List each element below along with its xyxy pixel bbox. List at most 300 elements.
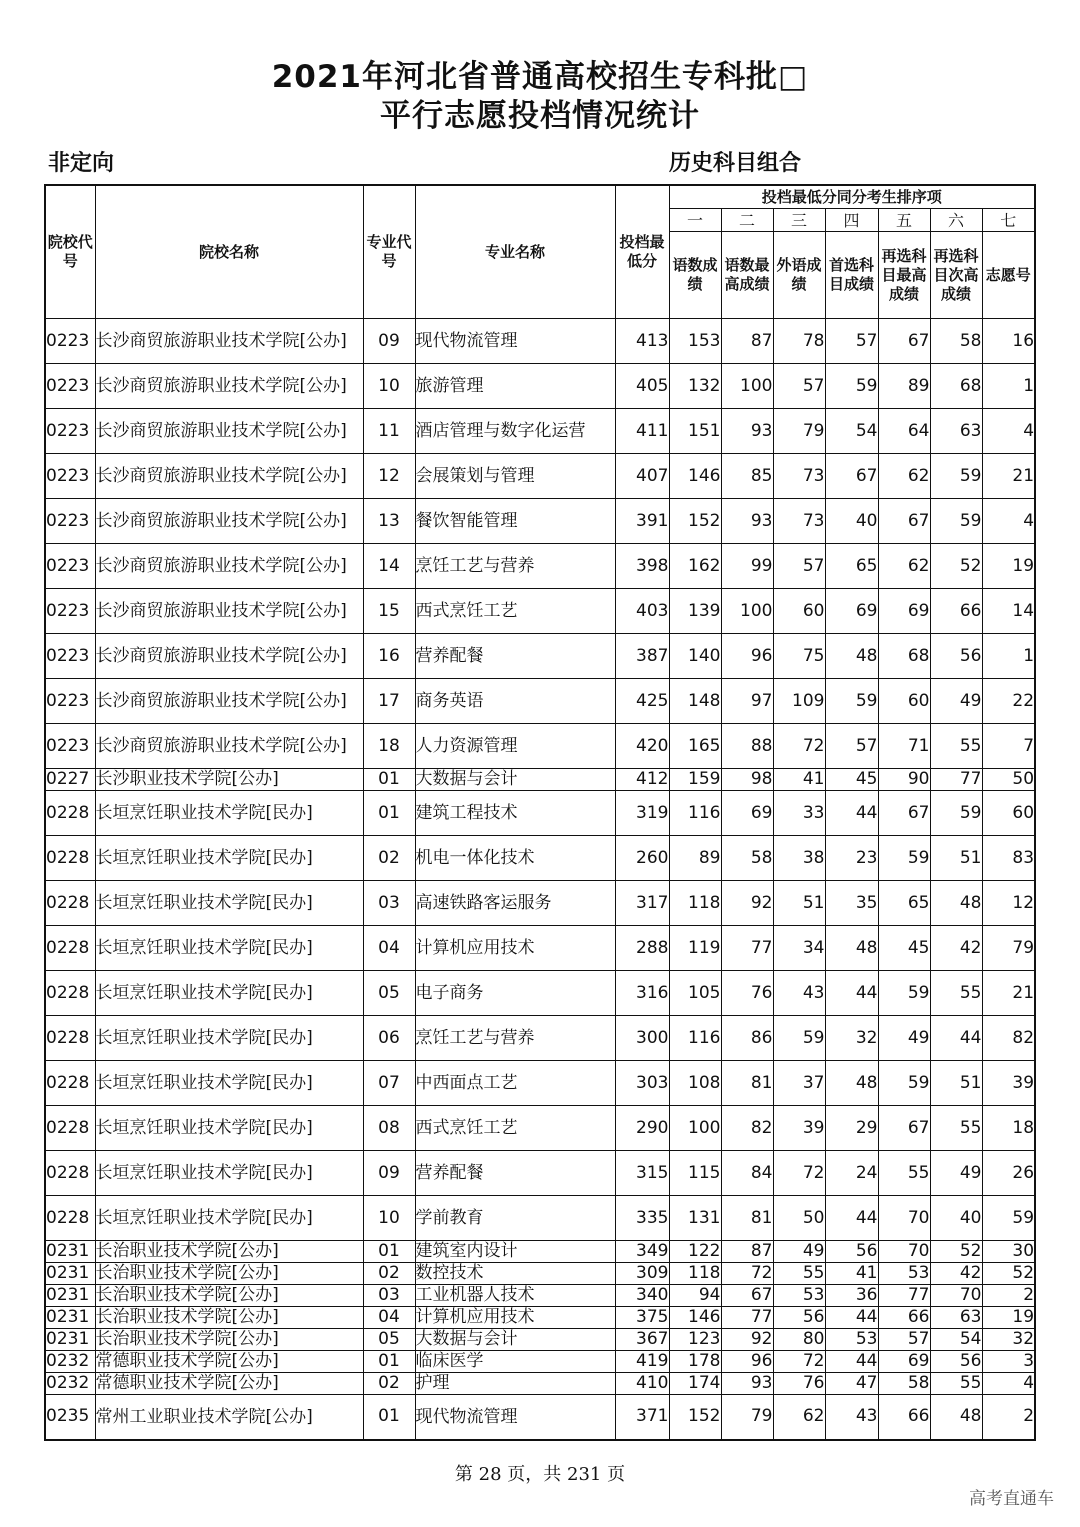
cell-second-subject-max: 66 xyxy=(878,1395,930,1440)
cell-second-subject-max: 60 xyxy=(878,679,930,724)
header-rank: 六 xyxy=(930,209,982,232)
cell-major-name: 学前教育 xyxy=(415,1196,615,1241)
cell-second-subject-max: 89 xyxy=(878,364,930,409)
cell-chinese-math: 105 xyxy=(669,971,721,1016)
cell-second-subject-max: 49 xyxy=(878,1016,930,1061)
cell-second-subject-max: 64 xyxy=(878,409,930,454)
cell-second-subject-next: 52 xyxy=(930,1241,982,1263)
cell-first-subject: 44 xyxy=(825,971,878,1016)
cell-chinese-math-max: 84 xyxy=(721,1151,773,1196)
cell-min-score: 349 xyxy=(615,1241,669,1263)
cell-school-name: 长沙商贸旅游职业技术学院[公办] xyxy=(95,409,363,454)
cell-min-score: 412 xyxy=(615,769,669,791)
cell-chinese-math: 115 xyxy=(669,1151,721,1196)
cell-chinese-math-max: 85 xyxy=(721,454,773,499)
cell-second-subject-next: 58 xyxy=(930,319,982,364)
document-title-line1: 2021年河北省普通高校招生专科批□ xyxy=(271,59,809,95)
cell-major-code: 09 xyxy=(363,319,415,364)
cell-second-subject-next: 52 xyxy=(930,544,982,589)
cell-school-name: 常德职业技术学院[公办] xyxy=(95,1351,363,1373)
header-sort-item: 再选科目最高成绩 xyxy=(878,232,930,319)
table-row xyxy=(45,1373,1035,1395)
cell-first-subject: 45 xyxy=(825,769,878,791)
table-row xyxy=(45,1016,1035,1061)
table-row xyxy=(45,1307,1035,1329)
cell-major-code: 17 xyxy=(363,679,415,724)
header-rank: 三 xyxy=(773,209,825,232)
cell-major-name: 会展策划与管理 xyxy=(415,454,615,499)
cell-preference-no: 26 xyxy=(982,1151,1035,1196)
cell-chinese-math-max: 99 xyxy=(721,544,773,589)
table-row xyxy=(45,1061,1035,1106)
header-rank: 一 xyxy=(669,209,721,232)
cell-foreign-lang: 73 xyxy=(773,499,825,544)
cell-second-subject-next: 59 xyxy=(930,454,982,499)
cell-school-code: 0223 xyxy=(45,409,95,454)
cell-foreign-lang: 109 xyxy=(773,679,825,724)
cell-school-code: 0228 xyxy=(45,926,95,971)
cell-school-name: 长沙商贸旅游职业技术学院[公办] xyxy=(95,589,363,634)
cell-chinese-math: 132 xyxy=(669,364,721,409)
cell-second-subject-next: 48 xyxy=(930,881,982,926)
cell-school-code: 0231 xyxy=(45,1263,95,1285)
table-row xyxy=(45,881,1035,926)
cell-chinese-math-max: 100 xyxy=(721,364,773,409)
cell-min-score: 410 xyxy=(615,1373,669,1395)
cell-preference-no: 4 xyxy=(982,499,1035,544)
cell-chinese-math: 123 xyxy=(669,1329,721,1351)
cell-chinese-math: 116 xyxy=(669,1016,721,1061)
cell-preference-no: 21 xyxy=(982,971,1035,1016)
cell-school-name: 长垣烹饪职业技术学院[民办] xyxy=(95,1061,363,1106)
cell-school-code: 0227 xyxy=(45,769,95,791)
cell-preference-no: 1 xyxy=(982,634,1035,679)
cell-min-score: 425 xyxy=(615,679,669,724)
cell-min-score: 315 xyxy=(615,1151,669,1196)
cell-school-code: 0223 xyxy=(45,319,95,364)
cell-preference-no: 52 xyxy=(982,1263,1035,1285)
cell-chinese-math: 153 xyxy=(669,319,721,364)
cell-major-name: 大数据与会计 xyxy=(415,769,615,791)
cell-major-code: 06 xyxy=(363,1016,415,1061)
table-row xyxy=(45,634,1035,679)
cell-first-subject: 56 xyxy=(825,1241,878,1263)
table-row xyxy=(45,1329,1035,1351)
cell-min-score: 371 xyxy=(615,1395,669,1440)
cell-preference-no: 2 xyxy=(982,1395,1035,1440)
cell-major-code: 13 xyxy=(363,499,415,544)
cell-foreign-lang: 33 xyxy=(773,791,825,836)
cell-foreign-lang: 38 xyxy=(773,836,825,881)
cell-second-subject-max: 53 xyxy=(878,1263,930,1285)
cell-major-code: 08 xyxy=(363,1106,415,1151)
cell-major-name: 护理 xyxy=(415,1373,615,1395)
cell-second-subject-next: 66 xyxy=(930,589,982,634)
cell-min-score: 398 xyxy=(615,544,669,589)
cell-school-name: 长治职业技术学院[公办] xyxy=(95,1307,363,1329)
table-row xyxy=(45,679,1035,724)
cell-major-code: 07 xyxy=(363,1061,415,1106)
cell-school-code: 0223 xyxy=(45,364,95,409)
cell-foreign-lang: 57 xyxy=(773,544,825,589)
cell-major-name: 烹饪工艺与营养 xyxy=(415,544,615,589)
cell-first-subject: 35 xyxy=(825,881,878,926)
cell-first-subject: 59 xyxy=(825,364,878,409)
cell-preference-no: 50 xyxy=(982,769,1035,791)
cell-chinese-math: 118 xyxy=(669,1263,721,1285)
cell-first-subject: 43 xyxy=(825,1395,878,1440)
cell-major-code: 01 xyxy=(363,1241,415,1263)
cell-chinese-math: 116 xyxy=(669,791,721,836)
cell-major-code: 01 xyxy=(363,769,415,791)
cell-school-code: 0228 xyxy=(45,791,95,836)
cell-school-code: 0223 xyxy=(45,634,95,679)
cell-major-name: 工业机器人技术 xyxy=(415,1285,615,1307)
table-row xyxy=(45,1106,1035,1151)
table-row xyxy=(45,791,1035,836)
cell-foreign-lang: 56 xyxy=(773,1307,825,1329)
cell-min-score: 335 xyxy=(615,1196,669,1241)
header-major-code: 专业代号 xyxy=(363,185,415,319)
cell-foreign-lang: 72 xyxy=(773,1351,825,1373)
cell-major-name: 酒店管理与数字化运营 xyxy=(415,409,615,454)
cell-second-subject-max: 67 xyxy=(878,1106,930,1151)
cell-second-subject-next: 49 xyxy=(930,679,982,724)
cell-chinese-math-max: 82 xyxy=(721,1106,773,1151)
cell-school-code: 0231 xyxy=(45,1329,95,1351)
cell-chinese-math: 165 xyxy=(669,724,721,769)
cell-second-subject-max: 58 xyxy=(878,1373,930,1395)
cell-chinese-math: 131 xyxy=(669,1196,721,1241)
cell-preference-no: 2 xyxy=(982,1285,1035,1307)
cell-chinese-math: 89 xyxy=(669,836,721,881)
cell-school-code: 0223 xyxy=(45,679,95,724)
header-sort-group: 投档最低分同分考生排序项 xyxy=(669,185,1035,209)
cell-school-name: 长沙商贸旅游职业技术学院[公办] xyxy=(95,544,363,589)
cell-major-code: 16 xyxy=(363,634,415,679)
cell-second-subject-next: 77 xyxy=(930,769,982,791)
cell-second-subject-next: 59 xyxy=(930,791,982,836)
cell-min-score: 405 xyxy=(615,364,669,409)
cell-chinese-math-max: 98 xyxy=(721,769,773,791)
cell-second-subject-max: 67 xyxy=(878,791,930,836)
cell-first-subject: 23 xyxy=(825,836,878,881)
cell-preference-no: 16 xyxy=(982,319,1035,364)
cell-chinese-math: 178 xyxy=(669,1351,721,1373)
cell-first-subject: 44 xyxy=(825,1351,878,1373)
cell-school-name: 长沙商贸旅游职业技术学院[公办] xyxy=(95,679,363,724)
header-sort-item: 外语成绩 xyxy=(773,232,825,319)
cell-chinese-math: 146 xyxy=(669,1307,721,1329)
cell-chinese-math-max: 100 xyxy=(721,589,773,634)
cell-second-subject-max: 62 xyxy=(878,454,930,499)
cell-second-subject-max: 55 xyxy=(878,1151,930,1196)
cell-major-code: 10 xyxy=(363,364,415,409)
cell-foreign-lang: 53 xyxy=(773,1285,825,1307)
cell-school-name: 长沙商贸旅游职业技术学院[公办] xyxy=(95,454,363,499)
cell-second-subject-next: 42 xyxy=(930,926,982,971)
table-row xyxy=(45,409,1035,454)
cell-min-score: 375 xyxy=(615,1307,669,1329)
cell-second-subject-max: 59 xyxy=(878,1061,930,1106)
cell-foreign-lang: 60 xyxy=(773,589,825,634)
cell-school-name: 长沙商贸旅游职业技术学院[公办] xyxy=(95,364,363,409)
cell-chinese-math: 139 xyxy=(669,589,721,634)
cell-school-name: 长垣烹饪职业技术学院[民办] xyxy=(95,1196,363,1241)
cell-preference-no: 4 xyxy=(982,1373,1035,1395)
cell-second-subject-max: 70 xyxy=(878,1196,930,1241)
cell-preference-no: 30 xyxy=(982,1241,1035,1263)
cell-first-subject: 44 xyxy=(825,1196,878,1241)
cell-second-subject-next: 51 xyxy=(930,836,982,881)
cell-min-score: 391 xyxy=(615,499,669,544)
cell-major-code: 09 xyxy=(363,1151,415,1196)
cell-school-code: 0228 xyxy=(45,1151,95,1196)
cell-school-name: 长垣烹饪职业技术学院[民办] xyxy=(95,1106,363,1151)
cell-chinese-math-max: 77 xyxy=(721,926,773,971)
cell-preference-no: 14 xyxy=(982,589,1035,634)
cell-foreign-lang: 62 xyxy=(773,1395,825,1440)
cell-major-code: 01 xyxy=(363,1395,415,1440)
cell-school-code: 0232 xyxy=(45,1373,95,1395)
cell-school-name: 长治职业技术学院[公办] xyxy=(95,1263,363,1285)
cell-major-code: 03 xyxy=(363,881,415,926)
cell-preference-no: 39 xyxy=(982,1061,1035,1106)
header-sort-item: 再选科目次高成绩 xyxy=(930,232,982,319)
cell-foreign-lang: 79 xyxy=(773,409,825,454)
cell-school-code: 0232 xyxy=(45,1351,95,1373)
cell-second-subject-next: 51 xyxy=(930,1061,982,1106)
table-row xyxy=(45,544,1035,589)
cell-second-subject-next: 42 xyxy=(930,1263,982,1285)
cell-second-subject-next: 56 xyxy=(930,634,982,679)
cell-preference-no: 60 xyxy=(982,791,1035,836)
cell-school-code: 0228 xyxy=(45,881,95,926)
cell-foreign-lang: 50 xyxy=(773,1196,825,1241)
cell-first-subject: 65 xyxy=(825,544,878,589)
cell-chinese-math: 174 xyxy=(669,1373,721,1395)
cell-major-code: 01 xyxy=(363,1351,415,1373)
cell-chinese-math: 148 xyxy=(669,679,721,724)
header-min-score: 投档最低分 xyxy=(615,185,669,319)
cell-major-code: 05 xyxy=(363,971,415,1016)
cell-school-name: 长沙职业技术学院[公办] xyxy=(95,769,363,791)
header-school-code: 院校代号 xyxy=(45,185,95,319)
cell-foreign-lang: 34 xyxy=(773,926,825,971)
cell-school-code: 0223 xyxy=(45,589,95,634)
cell-chinese-math-max: 97 xyxy=(721,679,773,724)
cell-chinese-math: 94 xyxy=(669,1285,721,1307)
cell-second-subject-next: 63 xyxy=(930,409,982,454)
cell-major-code: 02 xyxy=(363,836,415,881)
cell-school-name: 常州工业职业技术学院[公办] xyxy=(95,1395,363,1440)
cell-school-name: 长垣烹饪职业技术学院[民办] xyxy=(95,926,363,971)
admission-table xyxy=(44,184,1036,1441)
table-row xyxy=(45,499,1035,544)
cell-major-name: 电子商务 xyxy=(415,971,615,1016)
cell-major-code: 01 xyxy=(363,791,415,836)
cell-school-name: 长治职业技术学院[公办] xyxy=(95,1241,363,1263)
cell-major-code: 10 xyxy=(363,1196,415,1241)
header-school-name: 院校名称 xyxy=(95,185,363,319)
cell-second-subject-max: 67 xyxy=(878,499,930,544)
cell-school-code: 0223 xyxy=(45,499,95,544)
cell-major-name: 西式烹饪工艺 xyxy=(415,1106,615,1151)
cell-chinese-math: 162 xyxy=(669,544,721,589)
cell-min-score: 309 xyxy=(615,1263,669,1285)
cell-chinese-math: 119 xyxy=(669,926,721,971)
cell-school-code: 0231 xyxy=(45,1285,95,1307)
table-row xyxy=(45,1196,1035,1241)
cell-min-score: 288 xyxy=(615,926,669,971)
table-row xyxy=(45,926,1035,971)
cell-chinese-math-max: 96 xyxy=(721,634,773,679)
cell-preference-no: 4 xyxy=(982,409,1035,454)
cell-min-score: 419 xyxy=(615,1351,669,1373)
cell-chinese-math: 122 xyxy=(669,1241,721,1263)
cell-first-subject: 57 xyxy=(825,724,878,769)
cell-second-subject-next: 55 xyxy=(930,1373,982,1395)
cell-preference-no: 82 xyxy=(982,1016,1035,1061)
header-sort-item: 语数最高成绩 xyxy=(721,232,773,319)
table-row xyxy=(45,971,1035,1016)
cell-foreign-lang: 41 xyxy=(773,769,825,791)
cell-major-name: 烹饪工艺与营养 xyxy=(415,1016,615,1061)
cell-major-code: 14 xyxy=(363,544,415,589)
cell-major-name: 建筑工程技术 xyxy=(415,791,615,836)
cell-first-subject: 24 xyxy=(825,1151,878,1196)
cell-major-name: 机电一体化技术 xyxy=(415,836,615,881)
cell-first-subject: 29 xyxy=(825,1106,878,1151)
cell-school-name: 长治职业技术学院[公办] xyxy=(95,1285,363,1307)
cell-chinese-math-max: 76 xyxy=(721,971,773,1016)
header-rank: 四 xyxy=(825,209,878,232)
table-row xyxy=(45,1241,1035,1263)
cell-foreign-lang: 49 xyxy=(773,1241,825,1263)
cell-chinese-math-max: 58 xyxy=(721,836,773,881)
cell-major-name: 高速铁路客运服务 xyxy=(415,881,615,926)
cell-min-score: 340 xyxy=(615,1285,669,1307)
cell-second-subject-max: 45 xyxy=(878,926,930,971)
cell-school-name: 长沙商贸旅游职业技术学院[公办] xyxy=(95,634,363,679)
page-footer: 第 28 页，共 231 页 xyxy=(454,1464,626,1485)
cell-second-subject-next: 54 xyxy=(930,1329,982,1351)
cell-min-score: 407 xyxy=(615,454,669,499)
cell-school-code: 0228 xyxy=(45,836,95,881)
cell-foreign-lang: 80 xyxy=(773,1329,825,1351)
cell-first-subject: 47 xyxy=(825,1373,878,1395)
cell-preference-no: 79 xyxy=(982,926,1035,971)
cell-foreign-lang: 55 xyxy=(773,1263,825,1285)
cell-preference-no: 83 xyxy=(982,836,1035,881)
cell-foreign-lang: 73 xyxy=(773,454,825,499)
table-row xyxy=(45,319,1035,364)
cell-second-subject-max: 67 xyxy=(878,319,930,364)
header-rank: 五 xyxy=(878,209,930,232)
cell-first-subject: 40 xyxy=(825,499,878,544)
header-sort-item: 语数成绩 xyxy=(669,232,721,319)
cell-foreign-lang: 72 xyxy=(773,1151,825,1196)
header-major-name: 专业名称 xyxy=(415,185,615,319)
cell-chinese-math-max: 72 xyxy=(721,1263,773,1285)
cell-major-name: 现代物流管理 xyxy=(415,1395,615,1440)
cell-foreign-lang: 72 xyxy=(773,724,825,769)
cell-min-score: 303 xyxy=(615,1061,669,1106)
cell-second-subject-max: 57 xyxy=(878,1329,930,1351)
table-row xyxy=(45,1395,1035,1440)
cell-chinese-math: 140 xyxy=(669,634,721,679)
cell-min-score: 387 xyxy=(615,634,669,679)
cell-foreign-lang: 78 xyxy=(773,319,825,364)
cell-second-subject-next: 49 xyxy=(930,1151,982,1196)
cell-chinese-math-max: 93 xyxy=(721,499,773,544)
cell-chinese-math-max: 79 xyxy=(721,1395,773,1440)
header-rank: 二 xyxy=(721,209,773,232)
cell-school-code: 0223 xyxy=(45,724,95,769)
cell-chinese-math: 108 xyxy=(669,1061,721,1106)
cell-chinese-math: 152 xyxy=(669,499,721,544)
cell-major-name: 数控技术 xyxy=(415,1263,615,1285)
cell-min-score: 411 xyxy=(615,409,669,454)
cell-school-code: 0228 xyxy=(45,971,95,1016)
cell-chinese-math-max: 86 xyxy=(721,1016,773,1061)
cell-school-code: 0228 xyxy=(45,1061,95,1106)
cell-school-name: 长垣烹饪职业技术学院[民办] xyxy=(95,1151,363,1196)
cell-major-code: 11 xyxy=(363,409,415,454)
cell-first-subject: 44 xyxy=(825,791,878,836)
cell-chinese-math-max: 92 xyxy=(721,1329,773,1351)
cell-major-code: 04 xyxy=(363,926,415,971)
cell-chinese-math-max: 92 xyxy=(721,881,773,926)
cell-second-subject-max: 71 xyxy=(878,724,930,769)
cell-major-code: 05 xyxy=(363,1329,415,1351)
cell-first-subject: 32 xyxy=(825,1016,878,1061)
cell-major-name: 计算机应用技术 xyxy=(415,1307,615,1329)
cell-chinese-math: 151 xyxy=(669,409,721,454)
cell-first-subject: 48 xyxy=(825,926,878,971)
cell-school-name: 长沙商贸旅游职业技术学院[公办] xyxy=(95,499,363,544)
cell-major-code: 12 xyxy=(363,454,415,499)
cell-first-subject: 69 xyxy=(825,589,878,634)
header-rank: 七 xyxy=(982,209,1035,232)
cell-min-score: 413 xyxy=(615,319,669,364)
cell-first-subject: 59 xyxy=(825,679,878,724)
cell-major-code: 02 xyxy=(363,1373,415,1395)
cell-second-subject-next: 59 xyxy=(930,499,982,544)
cell-major-name: 餐饮智能管理 xyxy=(415,499,615,544)
cell-second-subject-max: 68 xyxy=(878,634,930,679)
table-row xyxy=(45,1151,1035,1196)
cell-school-code: 0223 xyxy=(45,454,95,499)
category-label: 非定向 xyxy=(48,151,115,176)
cell-second-subject-next: 55 xyxy=(930,971,982,1016)
cell-min-score: 367 xyxy=(615,1329,669,1351)
cell-min-score: 317 xyxy=(615,881,669,926)
cell-preference-no: 22 xyxy=(982,679,1035,724)
cell-preference-no: 7 xyxy=(982,724,1035,769)
cell-foreign-lang: 75 xyxy=(773,634,825,679)
cell-second-subject-max: 90 xyxy=(878,769,930,791)
cell-foreign-lang: 51 xyxy=(773,881,825,926)
cell-min-score: 290 xyxy=(615,1106,669,1151)
cell-major-name: 营养配餐 xyxy=(415,634,615,679)
cell-major-name: 西式烹饪工艺 xyxy=(415,589,615,634)
cell-second-subject-max: 65 xyxy=(878,881,930,926)
cell-preference-no: 59 xyxy=(982,1196,1035,1241)
cell-min-score: 300 xyxy=(615,1016,669,1061)
cell-major-code: 02 xyxy=(363,1263,415,1285)
table-row xyxy=(45,836,1035,881)
